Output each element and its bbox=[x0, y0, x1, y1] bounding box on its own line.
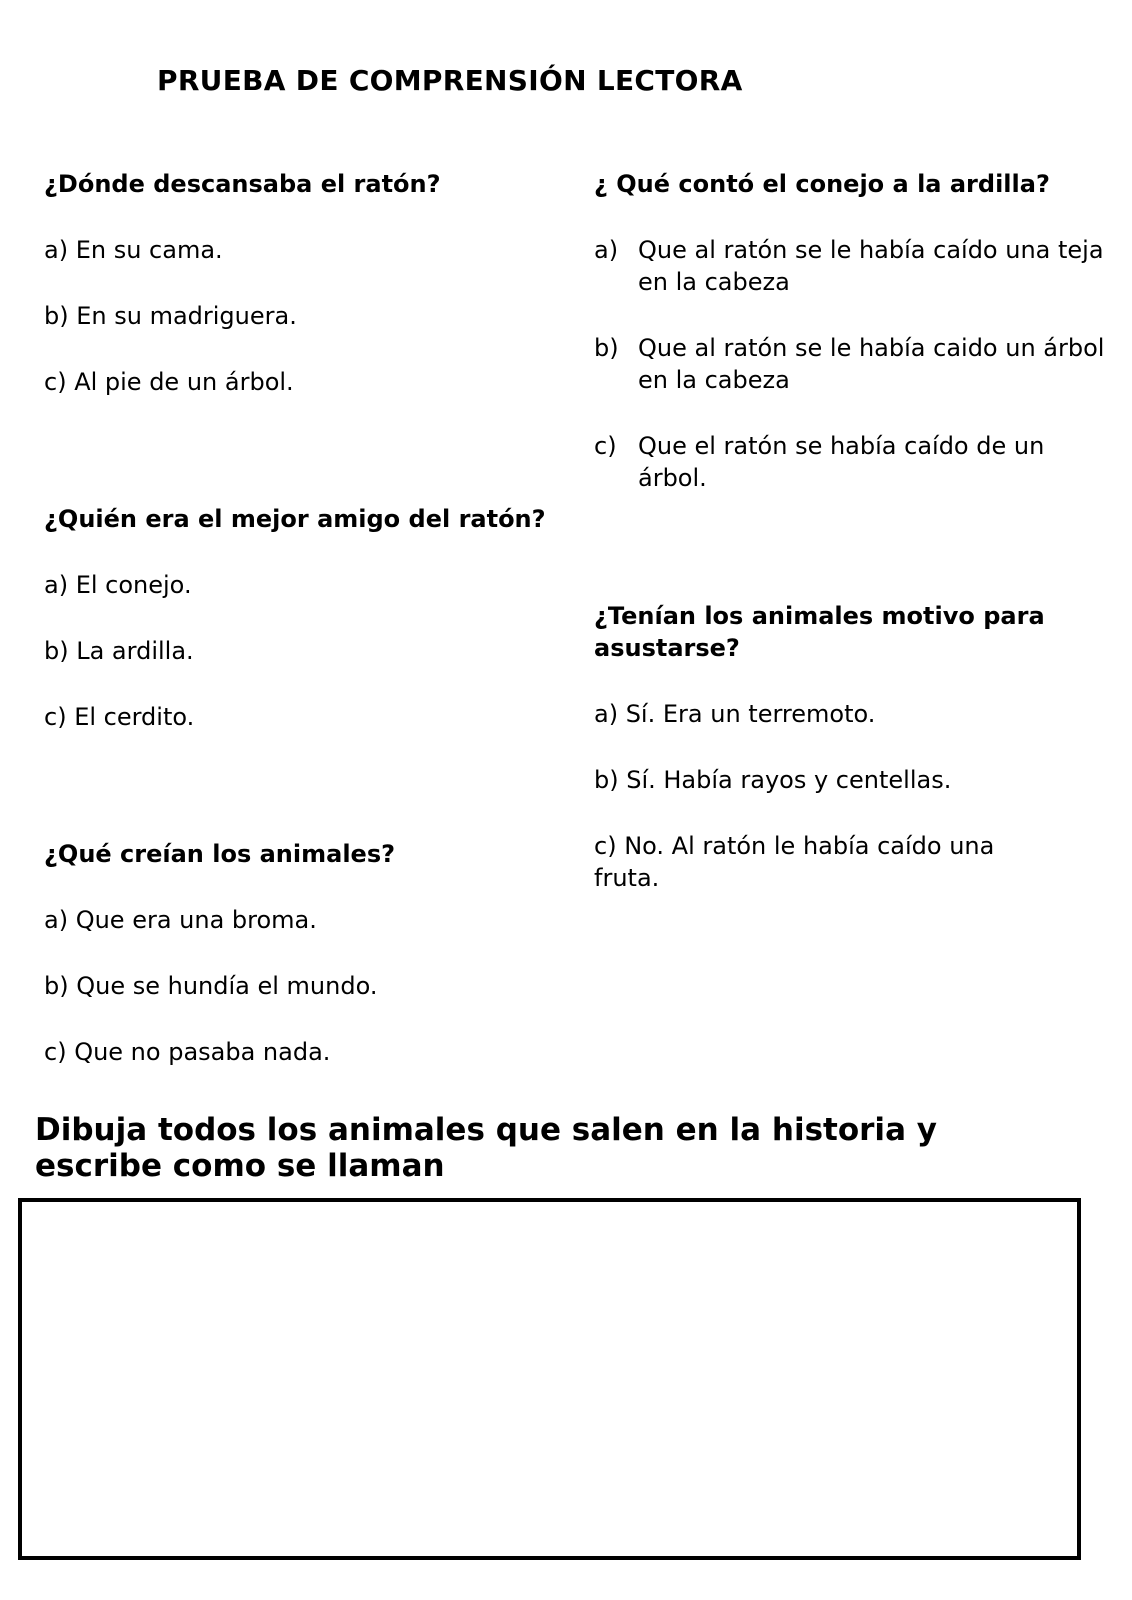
option-text: Que el ratón se había caído de un árbol. bbox=[638, 432, 1045, 492]
option-text: Que al ratón se le había caido un árbol en la cabeza bbox=[638, 334, 1105, 394]
option-a: a) En su cama. bbox=[44, 236, 223, 264]
question-block-resting-place bbox=[44, 168, 544, 398]
option-c: c) No. Al ratón le había caído una fruta. bbox=[594, 832, 995, 892]
option-a: a) Que era una broma. bbox=[44, 906, 317, 934]
question-block-best-friend bbox=[44, 503, 624, 733]
answer-options bbox=[594, 698, 1114, 894]
question-text: ¿Tenían los animales motivo para asustarse? bbox=[594, 602, 1045, 662]
page-title: PRUEBA DE COMPRENSIÓN LECTORA bbox=[157, 64, 743, 97]
question-block-animals-belief bbox=[44, 838, 544, 1068]
option-b: b) La ardilla. bbox=[44, 637, 194, 665]
answer-options bbox=[44, 904, 544, 1068]
question-block-reason-to-fear bbox=[594, 600, 1114, 894]
question-text: ¿Quién era el mejor amigo del ratón? bbox=[44, 505, 546, 533]
option-b: b) Que se hundía el mundo. bbox=[44, 972, 378, 1000]
option-a: a) El conejo. bbox=[44, 571, 192, 599]
option-letter: a) bbox=[594, 236, 619, 264]
option-a bbox=[594, 234, 1114, 298]
question-text: ¿Dónde descansaba el ratón? bbox=[44, 170, 441, 198]
option-c: c) Que no pasaba nada. bbox=[44, 1038, 331, 1066]
option-c: c) El cerdito. bbox=[44, 703, 195, 731]
option-letter: b) bbox=[594, 334, 619, 362]
answer-options bbox=[44, 234, 544, 398]
option-a: a) Sí. Era un terremoto. bbox=[594, 700, 876, 728]
answer-options bbox=[44, 569, 624, 733]
question-text: ¿ Qué contó el conejo a la ardilla? bbox=[594, 170, 1050, 198]
option-letter: c) bbox=[594, 432, 617, 460]
drawing-instruction: Dibuja todos los animales que salen en la historia y escribe como se llaman bbox=[35, 1112, 937, 1184]
question-block-rabbit-told bbox=[594, 168, 1114, 494]
option-text: Que al ratón se le había caído una teja en la cabeza bbox=[638, 236, 1104, 296]
drawing-area[interactable] bbox=[18, 1198, 1081, 1560]
option-b: b) En su madriguera. bbox=[44, 302, 297, 330]
option-b bbox=[594, 332, 1114, 396]
option-c: c) Al pie de un árbol. bbox=[44, 368, 294, 396]
question-text: ¿Qué creían los animales? bbox=[44, 840, 396, 868]
answer-options bbox=[594, 234, 1114, 494]
option-b: b) Sí. Había rayos y centellas. bbox=[594, 766, 952, 794]
option-c bbox=[594, 430, 1114, 494]
